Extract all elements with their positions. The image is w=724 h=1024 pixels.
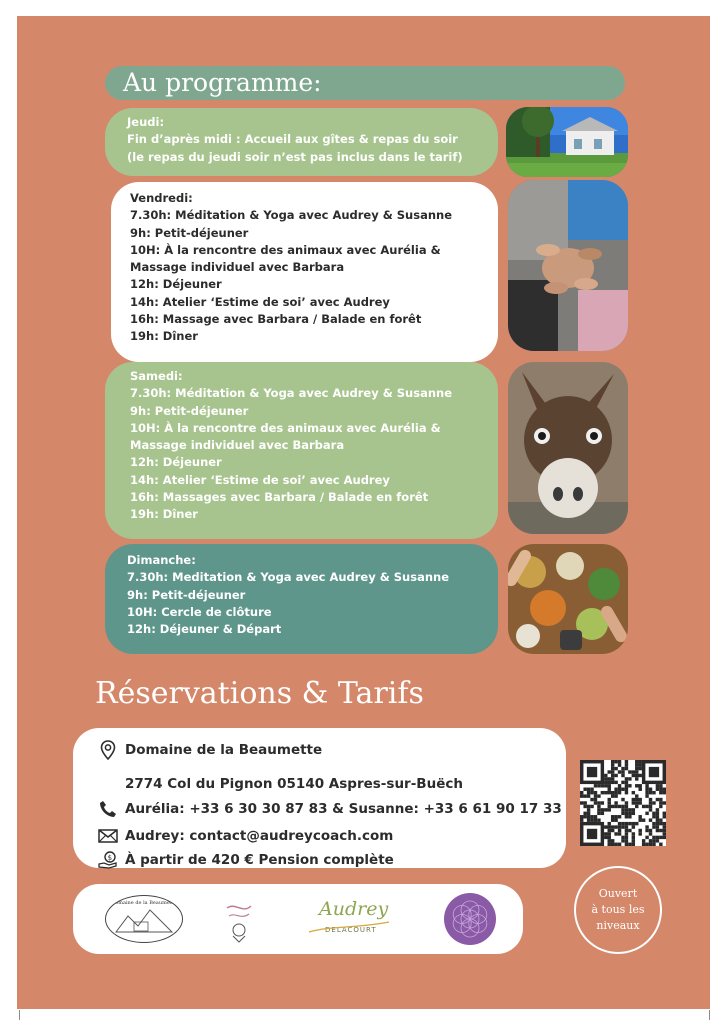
day-card-sunday [105,544,498,654]
open-to-all-levels-badge [574,866,662,954]
contact-row-price [97,849,394,871]
day-card-saturday [105,362,498,539]
day-card-thursday [105,108,498,176]
flyer-sheet [17,16,710,1009]
badge-line-3: niveaux [596,919,640,932]
logo-domaine-text: Domaine de la Beaumette [111,900,177,906]
logo-audrey-text: Audrey [319,898,389,920]
svg-text:$: $ [107,854,113,862]
phone-icon [97,798,119,820]
schedule-line: Massage individuel avec Barbara [130,438,345,453]
phone-numbers: Aurélia: +33 6 30 30 87 83 & Susanne: +33 6 61 90 17 33 [125,801,562,817]
schedule-line: Fin d’après midi : Accueil aux gîtes & repas du soir [127,132,458,147]
price-info: À partir de 420 € Pension complète [125,852,394,868]
scan-mark-left [19,1010,20,1020]
schedule-line: 9h: Petit-déjeuner [127,587,246,602]
contact-row-venue [97,739,322,761]
day-name: Samedi: [130,369,183,383]
logo-domaine-beaumette [105,895,183,943]
reservations-title: Réservations & Tarifs [95,676,424,711]
qr-code[interactable] [580,760,666,846]
schedule-line: 10H: Cercle de clôture [127,604,272,619]
day-card-friday [111,182,498,362]
envelope-icon [97,825,119,847]
photo-gites [506,107,628,177]
program-title: Au programme: [123,68,322,97]
schedule-line: Massage individuel avec Barbara [130,260,345,275]
schedule-line: 14h: Atelier ‘Estime de soi’ avec Audrey [130,294,390,309]
contact-card [73,728,566,868]
schedule-line: 12h: Déjeuner [130,455,222,470]
schedule-line: 10H: À la rencontre des animaux avec Aurélia & [130,242,441,257]
contact-row-phone [97,798,562,820]
venue-name: Domaine de la Beaumette [125,742,323,758]
logo-audrey-subtext: DELACOURT [325,926,377,934]
schedule-line: 7.30h: Meditation & Yoga avec Audrey & Susanne [127,570,450,585]
day-name: Vendredi: [130,191,193,205]
schedule-line: 19h: Dîner [130,329,198,344]
photo-food-table [508,544,628,654]
money-hand-icon [97,849,119,871]
logo-flower-of-life [444,893,496,945]
schedule-line: 14h: Atelier ‘Estime de soi’ avec Audrey [130,472,390,487]
schedule-line: 9h: Petit-déjeuner [130,403,249,418]
schedule-line: 12h: Déjeuner [130,277,222,292]
badge-line-2: à tous les [591,903,645,916]
schedule-line: 10H: À la rencontre des animaux avec Aurélia & [130,420,441,435]
badge-line-1: Ouvert [598,887,638,900]
schedule-line: 7.30h: Méditation & Yoga avec Audrey & Susanne [130,208,453,223]
contact-row-email [97,825,393,847]
logo-audrey [299,898,395,942]
program-header [105,66,625,100]
logo-sacred-ritual [221,894,257,944]
schedule-line: (le repas du jeudi soir n’est pas inclus dans le tarif) [127,149,463,164]
schedule-line: 9h: Petit-déjeuner [130,225,249,240]
schedule-line: 16h: Massages avec Barbara / Balade en forêt [130,490,429,505]
schedule-line: 7.30h: Méditation & Yoga avec Audrey & Susanne [130,386,453,401]
location-pin-icon [97,739,119,761]
photo-donkey [508,362,628,534]
schedule-line: 19h: Dîner [130,507,198,522]
schedule-line: 12h: Déjeuner & Départ [127,622,282,637]
schedule-line: 16h: Massage avec Barbara / Balade en forêt [130,312,422,327]
scan-mark-right [709,1010,710,1020]
venue-address: 2774 Col du Pignon 05140 Aspres-sur-Buëch [125,776,463,792]
email-address: Audrey: contact@audreycoach.com [125,828,394,844]
photo-hands-circle [508,180,628,351]
day-name: Dimanche: [127,553,196,567]
partner-logos [73,884,523,954]
day-name: Jeudi: [127,115,165,129]
